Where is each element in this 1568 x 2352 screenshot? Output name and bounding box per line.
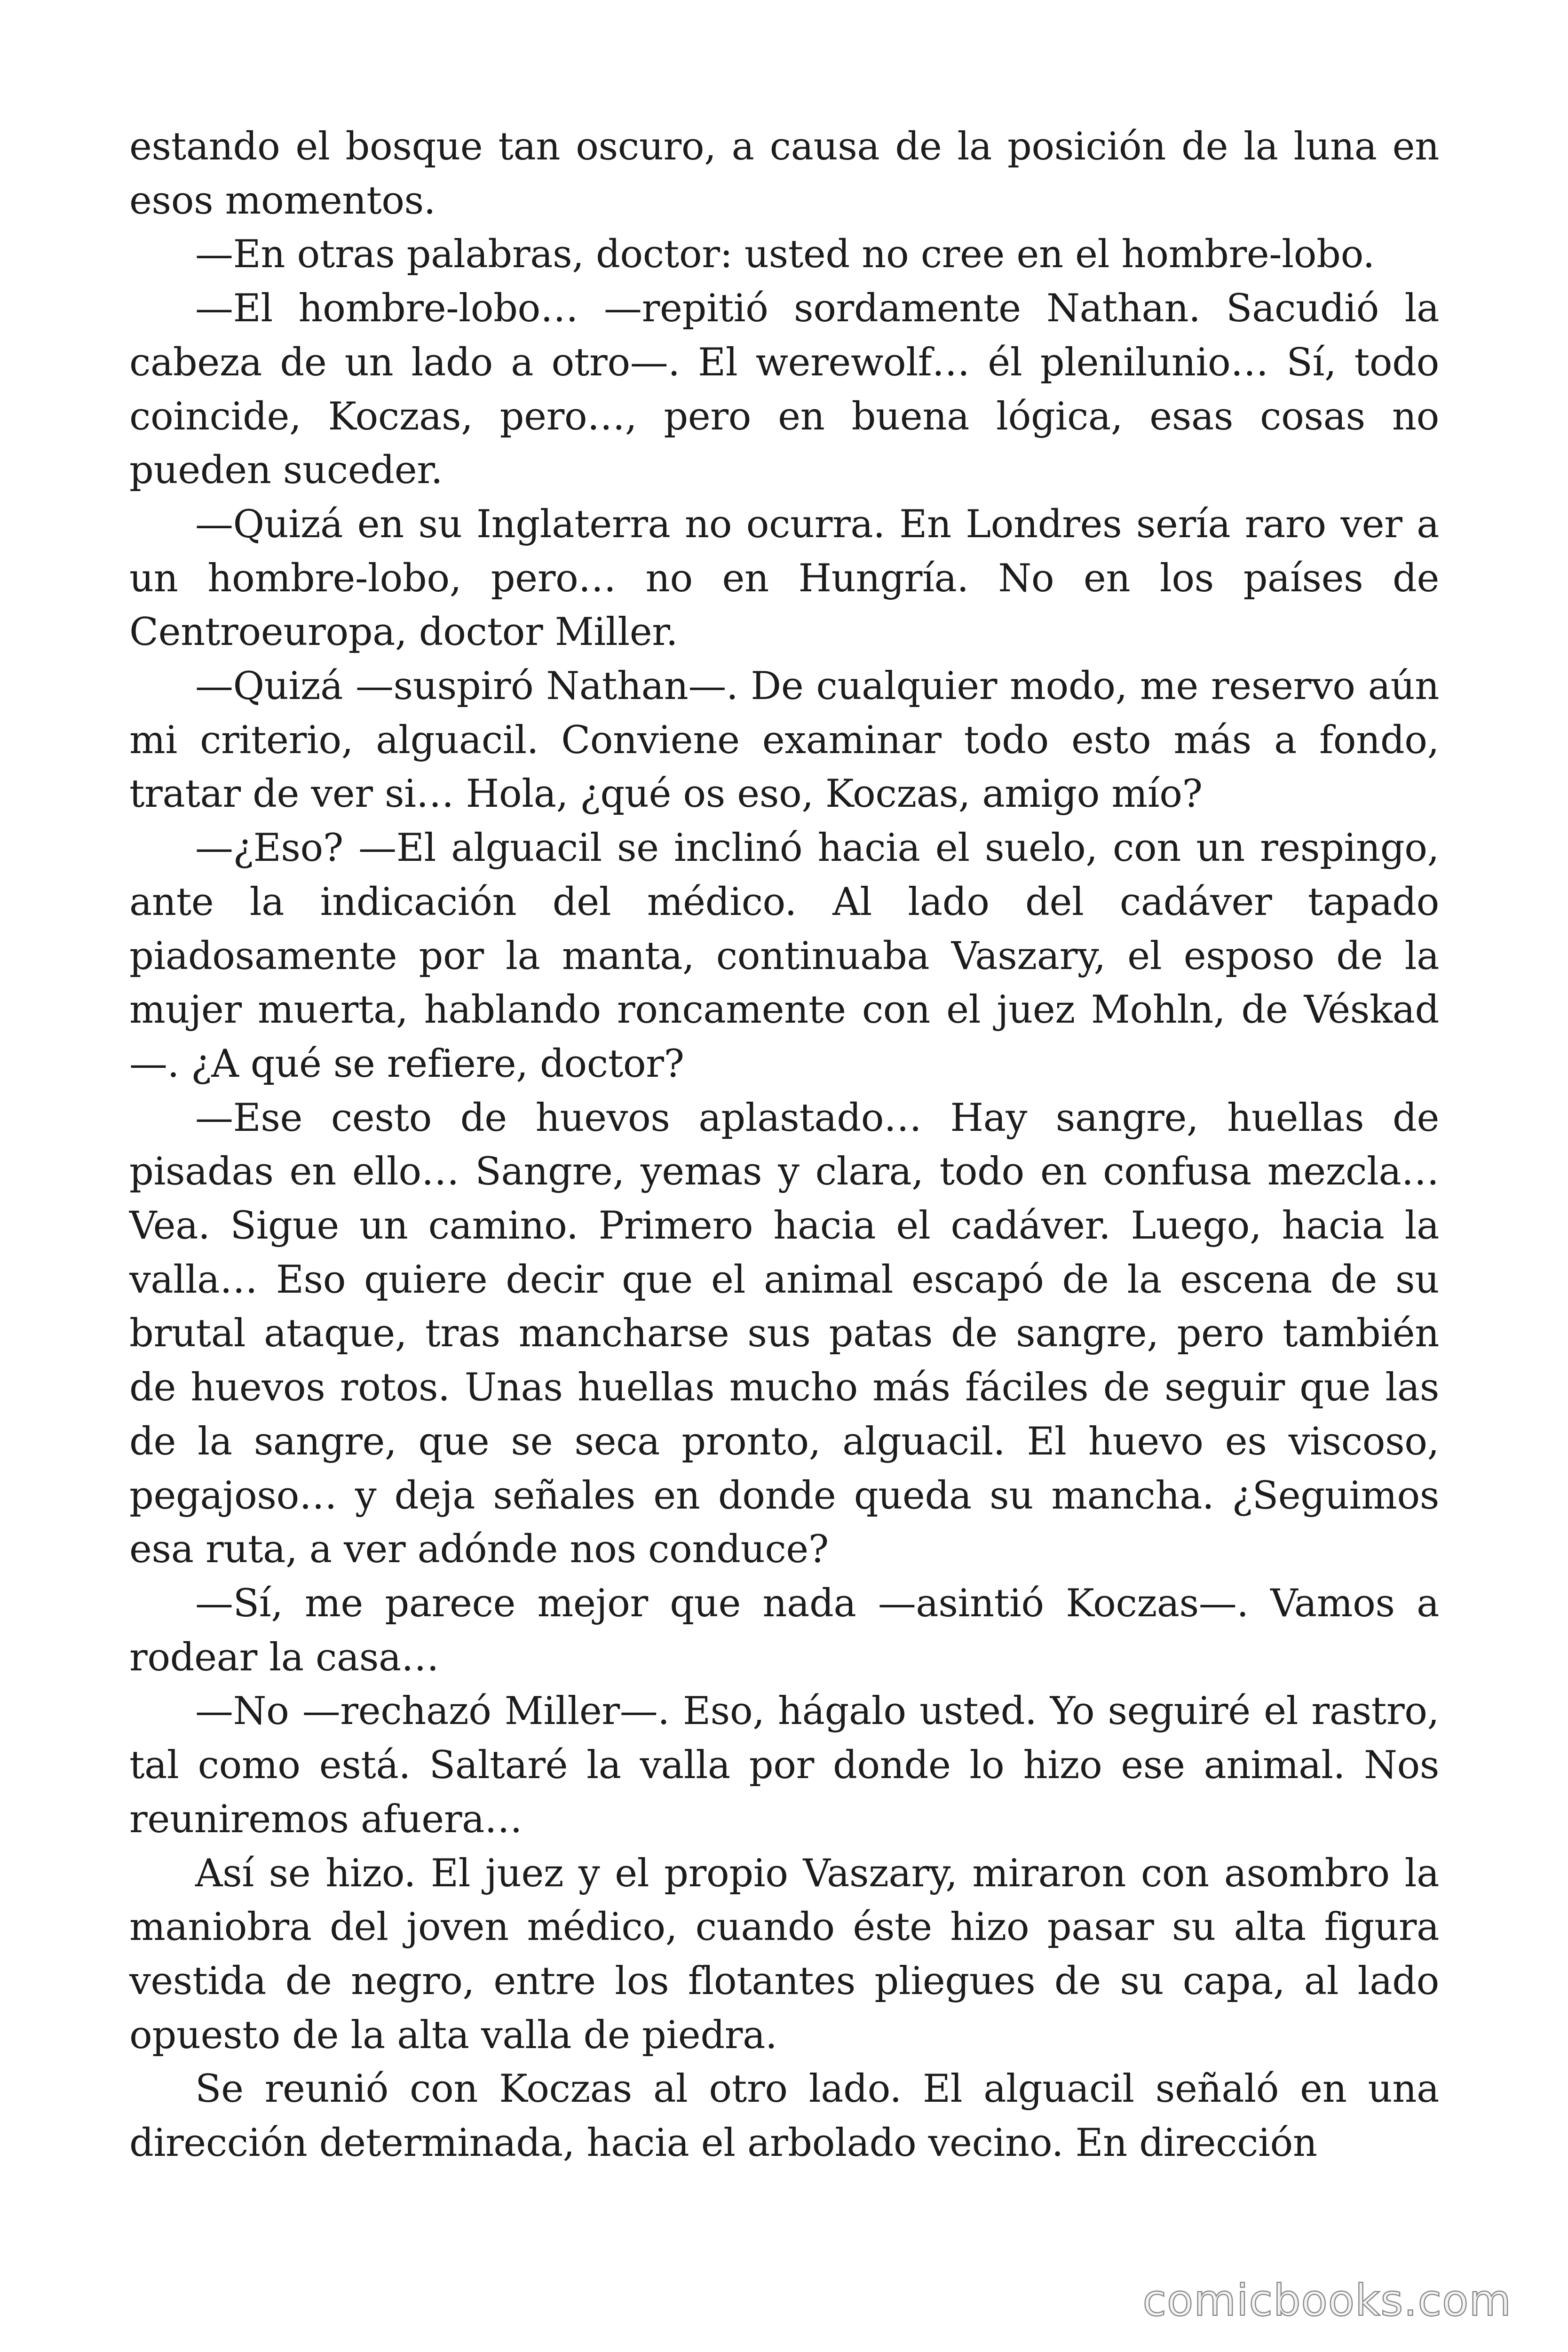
paragraph-4: —Quizá en su Inglaterra no ocurra. En Londres sería raro ver a un hombre-lobo, pero… no en Hungría. No en los países de Centroeuropa, doctor Miller. [129, 502, 1439, 655]
paragraph-2: —En otras palabras, doctor: usted no cree en el hombre-lobo. [195, 232, 1375, 277]
paragraph-5: —Quizá —suspiró Nathan—. De cualquier modo, me reservo aún mi criterio, alguacil. Conviene examinar todo esto más a fondo, tratar de ver si… Hola, ¿qué os eso, Koczas, amigo mío? [129, 664, 1439, 817]
book-page-text [129, 120, 1439, 2170]
paragraph-10: Así se hizo. El juez y el propio Vaszary, miraron con asombro la maniobra del joven médico, cuando éste hizo pasar su alta figura vestida de negro, entre los flotantes pliegues de su capa, al lado opuesto de la alta valla de piedra. [129, 1851, 1439, 2058]
paragraph-11: Se reunió con Koczas al otro lado. El alguacil señaló en una dirección determinada, hacia el arbolado vecino. En dirección [129, 2067, 1439, 2166]
paragraph-3: —El hombre-lobo… —repitió sordamente Nathan. Sacudió la cabeza de un lado a otro—. El werewolf… él plenilunio… Sí, todo coincide, Koczas, pero…, pero en buena lógica, esas cosas no pueden suceder. [129, 286, 1439, 493]
paragraph-6: —¿Eso? —El alguacil se inclinó hacia el suelo, con un respingo, ante la indicación del médico. Al lado del cadáver tapado piadosamente por la manta, continuaba Vaszary, el esposo de la mujer muerta, hablando roncamente con el juez Mohln, de Véskad —. ¿A qué se refiere, doctor? [129, 826, 1439, 1086]
paragraph-1: estando el bosque tan oscuro, a causa de la posición de la luna en esos momentos. [129, 125, 1439, 223]
paragraph-7: —Ese cesto de huevos aplastado… Hay sangre, huellas de pisadas en ello… Sangre, yemas y clara, todo en confusa mezcla… Vea. Sigue un camino. Primero hacia el cadáver. Luego, hacia la valla… Eso quiere decir que el animal escapó de la escena de su brutal ataque, tras mancharse sus patas de sangre, pero también de huevos rotos. Unas huellas mucho más fáciles de seguir que las de la sangre, que se seca pronto, alguacil. El huevo es viscoso, pegajoso… y deja señales en donde queda su mancha. ¿Seguimos esa ruta, a ver adónde nos conduce? [129, 1096, 1439, 1572]
paragraph-8: —Sí, me parece mejor que nada —asintió Koczas—. Vamos a rodear la casa… [129, 1581, 1439, 1680]
paragraph-9: —No —rechazó Miller—. Eso, hágalo usted. Yo seguiré el rastro, tal como está. Saltaré la valla por donde lo hizo ese animal. Nos reuniremos afuera… [129, 1689, 1439, 1842]
watermark: comicbooks.com [1142, 2275, 1512, 2326]
